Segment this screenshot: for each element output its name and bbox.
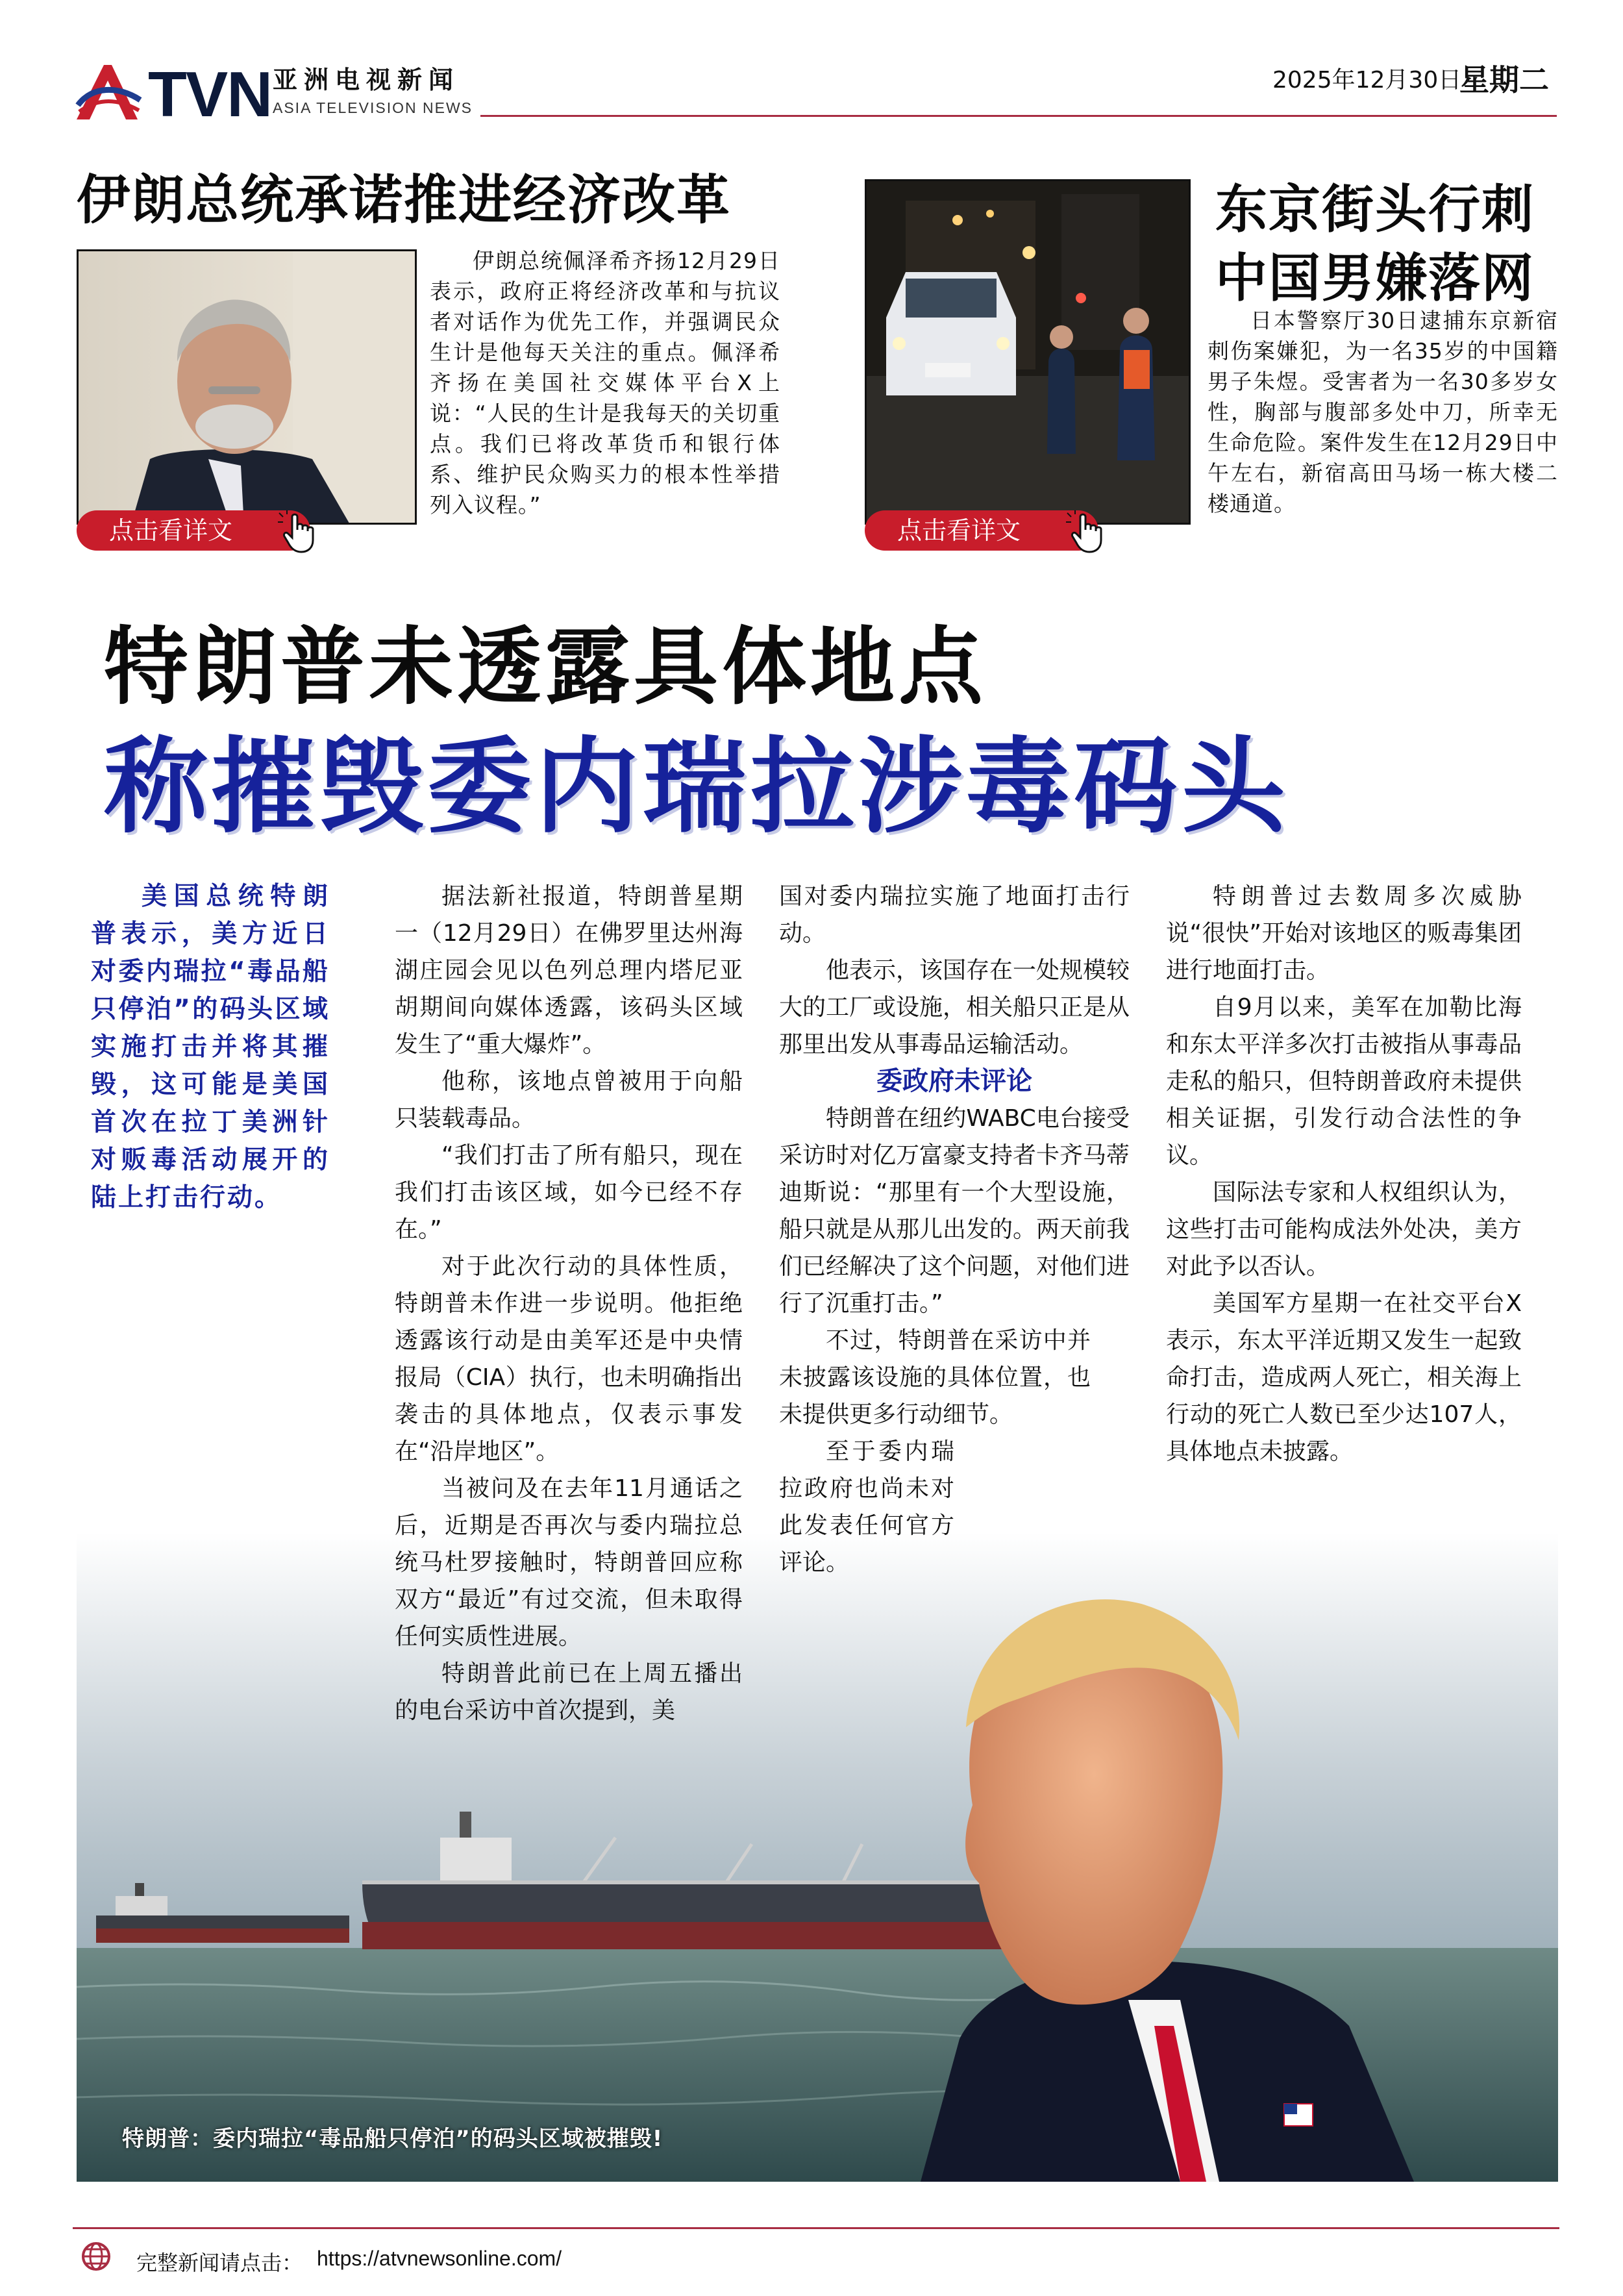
globe-icon bbox=[77, 2240, 116, 2273]
story-left-title: 伊朗总统承诺推进经济改革 bbox=[77, 169, 732, 231]
article-paragraph: 据法新社报道，特朗普星期一（12月29日）在佛罗里达州海湖庄园会见以色列总理内塔尼亚胡期间向媒体透露，该码头区域发生了“重大爆炸”。 bbox=[395, 883, 743, 1058]
article-paragraph: 至于委内瑞拉政府也尚未对此发表任何官方评论。 bbox=[779, 1438, 954, 1576]
story-left-body: 伊朗总统佩泽希齐扬12月29日表示，政府正将经济改革和与抗议者对话作为优先工作，并强调民众生计是他每天关注的重点。佩泽希齐扬在美国社交媒体平台X上说：“人民的生计是我每天的关切重点。我们已将改革货币和银行体系、维护民众购买力的根本性举措列入议程。” bbox=[430, 248, 780, 518]
article-paragraph: 他表示，该国存在一处规模较大的工厂或设施，相关船只正是从那里出发从事毒品运输活动。 bbox=[779, 957, 1130, 1058]
story-left-photo bbox=[77, 249, 417, 525]
article-subhead: 委政府未评论 bbox=[876, 1066, 1032, 1096]
main-headline-line2: 称摧毁委内瑞拉涉毒码头 bbox=[104, 726, 1290, 847]
article-column-2 bbox=[779, 878, 1130, 1581]
article-paragraph: 自9月以来，美军在加勒比海和东太平洋多次打击被指从事毒品走私的船只，但特朗普政府未提供相关证据，引发行动合法性的争议。 bbox=[1166, 994, 1522, 1169]
logo-chinese-name: 亚洲电视新闻 bbox=[273, 66, 460, 94]
article-paragraph: “我们打击了所有船只，现在我们打击该区域，如今已经不存在。” bbox=[395, 1142, 743, 1243]
atvn-logo-icon bbox=[73, 60, 144, 125]
article-column-1 bbox=[395, 878, 743, 1729]
photo-caption: 特朗普：委内瑞拉“毒品船只停泊”的码头区域被摧毁! bbox=[122, 2126, 663, 2152]
footer-link[interactable]: https://atvnewsonline.com/ bbox=[317, 2247, 562, 2270]
story-right-body: 日本警察厅30日逮捕东京新宿刺伤案嫌犯，为一名35岁的中国籍男子朱煜。受害者为一名30多岁女性，胸部与腹部多处中刀，所幸无生命危险。案件发生在12月29日中午左右，新宿高田马场一栋大楼二楼通道。 bbox=[1208, 308, 1558, 516]
article-paragraph: 不过，特朗普在采访中并未披露该设施的具体位置，也未提供更多行动细节。 bbox=[779, 1327, 1091, 1428]
hand-pointer-icon[interactable] bbox=[278, 510, 323, 556]
main-lede: 美国总统特朗普表示，美方近日对委内瑞拉“毒品船只停泊”的码头区域实施打击并将其摧毁，这可能是美国首次在拉丁美洲针对贩毒活动展开的陆上打击行动。 bbox=[91, 882, 330, 1212]
article-paragraph: 特朗普在纽约WABC电台接受采访时对亿万富豪支持者卡齐马蒂迪斯说：“那里有一个大型设施，船只就是从那儿出发的。两天前我们已经解决了这个问题，对他们进行了沉重打击。” bbox=[779, 1105, 1130, 1317]
article-paragraph: 对于此次行动的具体性质，特朗普未作进一步说明。他拒绝透露该行动是由美军还是中央情报局（CIA）执行，也未明确指出袭击的具体地点，仅表示事发在“沿岸地区”。 bbox=[395, 1253, 743, 1465]
main-headline-line1: 特朗普未透露具体地点 bbox=[104, 618, 987, 716]
article-paragraph: 当被问及在去年11月通话之后，近期是否再次与委内瑞拉总统马杜罗接触时，特朗普回应称双方“最近”有过交流，但未取得任何实质性进展。 bbox=[395, 1475, 743, 1650]
article-paragraph: 他称，该地点曾被用于向船只装载毒品。 bbox=[395, 1068, 743, 1132]
story-right-photo bbox=[865, 179, 1191, 525]
logo-text: TVN bbox=[148, 58, 271, 130]
issue-weekday: 星期二 bbox=[1459, 62, 1549, 97]
article-paragraph: 国对委内瑞拉实施了地面打击行动。 bbox=[779, 883, 1130, 947]
story-right-read-more-button[interactable]: 点击看详文 bbox=[865, 510, 1098, 551]
hand-pointer-icon[interactable] bbox=[1066, 510, 1111, 556]
footer-divider bbox=[73, 2227, 1559, 2229]
article-paragraph: 国际法专家和人权组织认为，这些打击可能构成法外处决，美方对此予以否认。 bbox=[1166, 1179, 1522, 1280]
logo-english-name: ASIA TELEVISION NEWS bbox=[273, 99, 473, 116]
issue-date: 2025年12月30日 bbox=[1272, 67, 1462, 94]
story-right-title-line1: 东京街头行刺 bbox=[1215, 179, 1535, 240]
header-divider bbox=[480, 115, 1557, 117]
footer-label: 完整新闻请点击： bbox=[136, 2251, 303, 2275]
article-paragraph: 美国军方星期一在社交平台X表示，东太平洋近期又发生一起致命打击，造成两人死亡，相关海上行动的死亡人数已至少达107人，具体地点未披露。 bbox=[1166, 1290, 1522, 1465]
main-photo bbox=[77, 1532, 1558, 2182]
story-right-title bbox=[1215, 175, 1566, 313]
story-right-title-line2: 中国男嫌落网 bbox=[1215, 248, 1535, 308]
article-paragraph: 特朗普此前已在上周五播出的电台采访中首次提到，美 bbox=[395, 1660, 743, 1724]
article-paragraph: 特朗普过去数周多次威胁说“很快”开始对该地区的贩毒集团进行地面打击。 bbox=[1166, 883, 1522, 984]
article-column-3 bbox=[1166, 878, 1522, 1470]
story-left-read-more-button[interactable]: 点击看详文 bbox=[77, 510, 310, 551]
